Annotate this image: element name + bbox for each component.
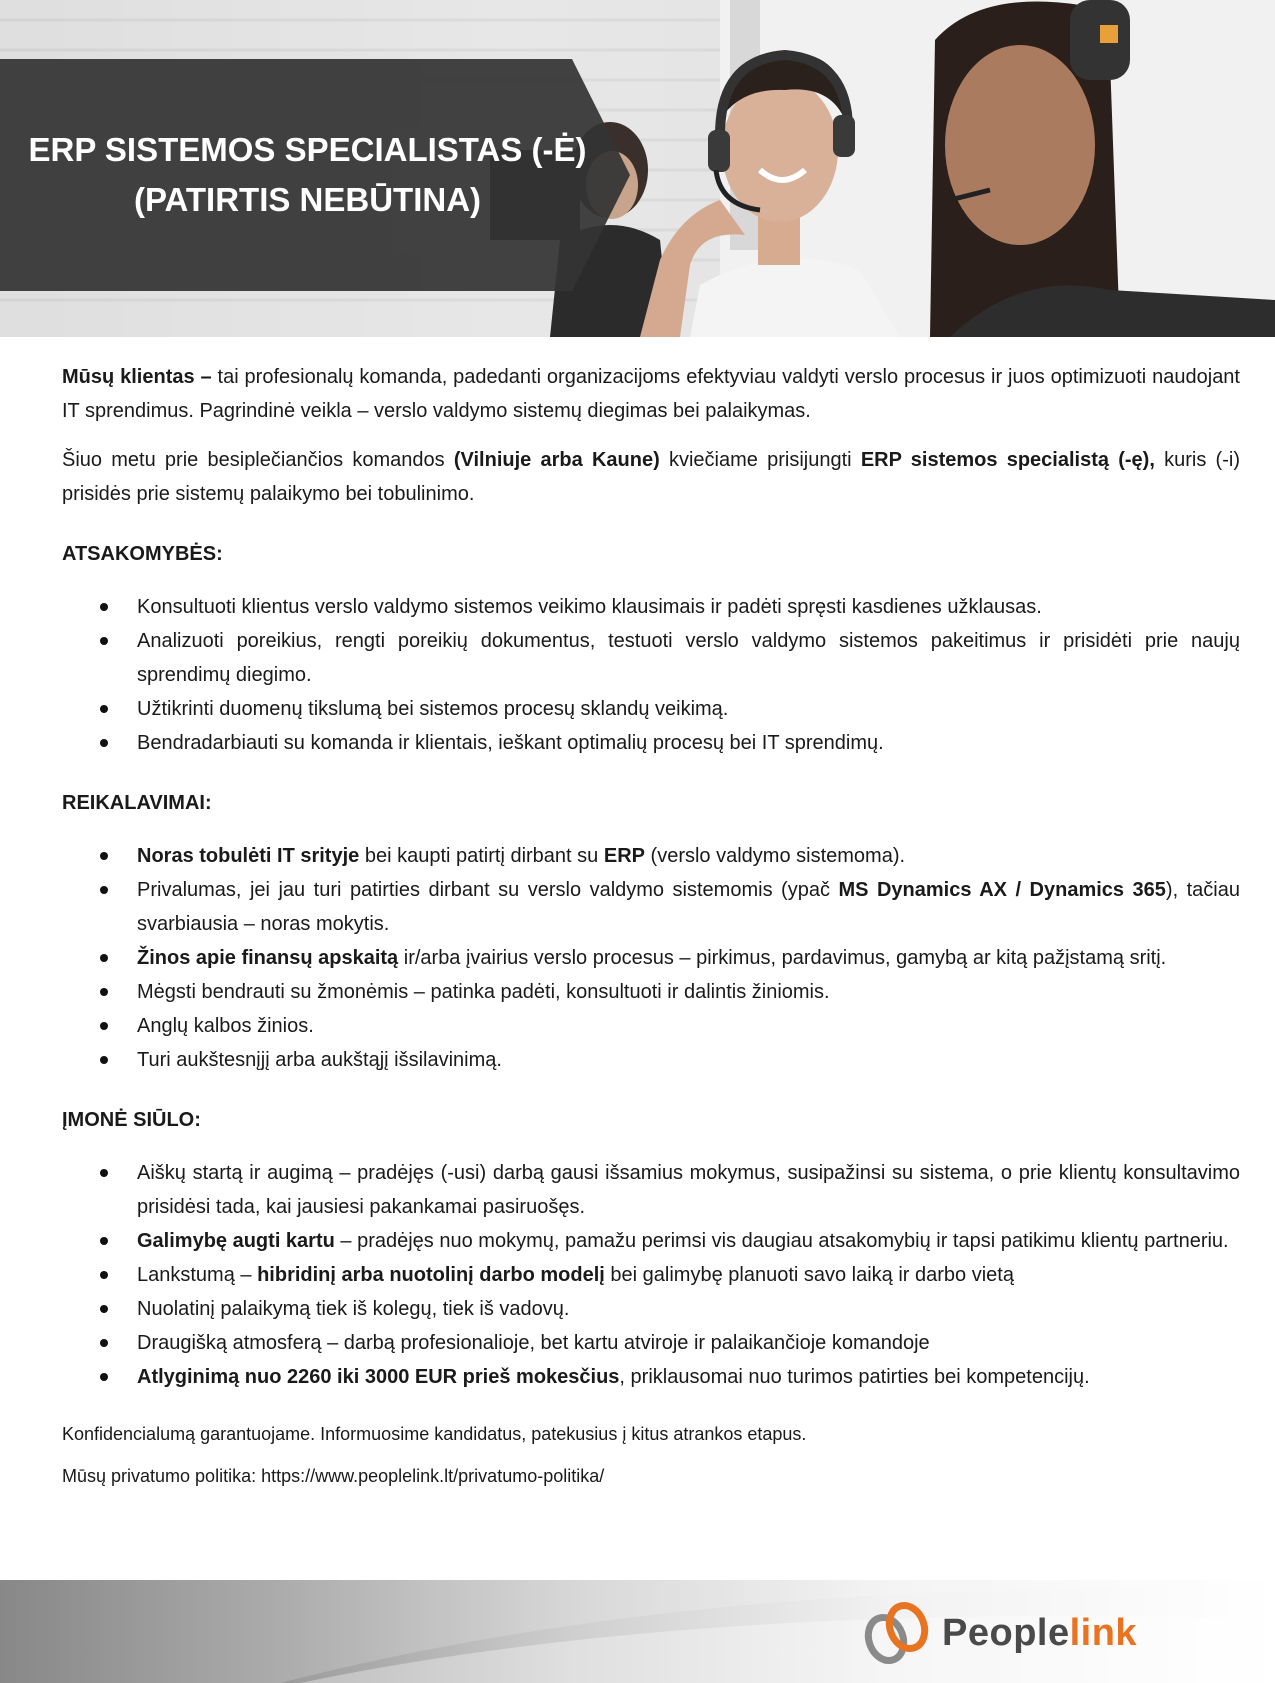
bold-text: (Vilniuje arba Kaune)	[453, 449, 660, 471]
text-run: ir/arba įvairius verslo procesus – pirkimus, pardavimus, gamybą ar kitą pažįstamą sritį.	[398, 947, 1167, 969]
bold-text: Mūsų klientas –	[62, 366, 212, 388]
text-run: bei kaupti patirtį dirbant su	[359, 845, 604, 867]
bullet-item	[62, 624, 1240, 692]
text-run: Lankstumą –	[137, 1264, 258, 1286]
bullet-item	[62, 1258, 1240, 1292]
text-run: ), tačiau svarbiausia – noras mokytis.	[137, 879, 1240, 935]
intro-paragraph-2	[62, 443, 1240, 511]
bullet-item	[62, 590, 1240, 624]
section-offer	[62, 1103, 1240, 1394]
bullet-item	[62, 1360, 1240, 1394]
bullet-item	[62, 1292, 1240, 1326]
job-title-line-2: (PATIRTIS NEBŪTINA)	[133, 181, 482, 218]
text-run: kviečiame prisijungti	[659, 449, 861, 471]
job-title	[0, 59, 615, 291]
section-heading: ATSAKOMYBĖS:	[62, 543, 223, 565]
bullet-item	[62, 941, 1240, 975]
bold-text: Atlyginimą nuo 2260 iki 3000 EUR prieš mokesčius	[137, 1366, 620, 1388]
logo-text-link: link	[1069, 1611, 1138, 1654]
bold-text: Galimybę augti kartu	[137, 1230, 335, 1252]
peoplelink-logo	[862, 1597, 1137, 1669]
bold-text: ERP	[603, 845, 645, 867]
text-run: Mėgsti bendrauti su žmonėmis – patinka padėti, konsultuoti ir dalintis žiniomis.	[137, 981, 830, 1003]
bold-text: hibridinį arba nuotolinį darbo modelį	[257, 1264, 605, 1286]
bold-text: Noras tobulėti IT srityje	[137, 845, 360, 867]
logo-text-people: People	[942, 1611, 1070, 1654]
bullet-item	[62, 1156, 1240, 1224]
text-run: Bendradarbiauti su komanda ir klientais, ieškant optimalių procesų bei IT sprendimų.	[137, 732, 884, 754]
bullet-item	[62, 692, 1240, 726]
text-run: Turi aukštesnįjį arba aukštąjį išsilavinimą.	[137, 1049, 502, 1071]
intro-paragraph-1	[62, 360, 1240, 428]
text-run: – pradėjęs nuo mokymų, pamažu perimsi vis daugiau atsakomybių ir tapsi patikimu klientų partneriu.	[334, 1230, 1229, 1252]
job-description	[62, 360, 1240, 1488]
peoplelink-logo-icon	[862, 1597, 932, 1669]
bold-text: ERP sistemos specialistą (-ę),	[860, 449, 1155, 471]
bullet-item	[62, 1009, 1240, 1043]
peoplelink-logo-text	[942, 1612, 1137, 1655]
bullet-item	[62, 1224, 1240, 1258]
confidentiality-note: Konfidencialumą garantuojame. Informuosime kandidatus, patekusius į kitus atrankos etapus.	[62, 1424, 807, 1444]
section-requirements	[62, 786, 1240, 1077]
bullet-item	[62, 726, 1240, 760]
bullet-list	[62, 839, 1240, 1077]
bold-text: Žinos apie finansų apskaitą	[137, 947, 399, 969]
text-run: Konsultuoti klientus verslo valdymo sistemos veikimo klausimais ir padėti spręsti kasdienes užklausas.	[137, 596, 1042, 618]
text-run: Užtikrinti duomenų tikslumą bei sistemos procesų sklandų veikimą.	[137, 698, 729, 720]
bullet-item	[62, 839, 1240, 873]
text-run: Draugišką atmosferą – darbą profesionalioje, bet kartu atviroje ir palaikančioje komandoje	[137, 1332, 930, 1354]
text-run: Anglų kalbos žinios.	[137, 1015, 314, 1037]
text-run: Aiškų startą ir augimą – pradėjęs (-usi) darbą gausi išsamius mokymus, susipažinsi su sistema, o prie klientų konsultavimo prisidėsi tada, kai jausiesi pakankamai pasiruošęs.	[137, 1162, 1240, 1218]
bullet-item	[62, 1326, 1240, 1360]
text-run: (verslo valdymo sistemoma).	[644, 845, 906, 867]
text-run: tai profesionalų komanda, padedanti organizacijoms efektyviau valdyti verslo procesus ir juos optimizuoti naudojant IT sprendimus. Pagrindinė veikla – verslo valdymo sistemų diegimas bei palaikymas.	[62, 366, 1240, 422]
text-run: Nuolatinį palaikymą tiek iš kolegų, tiek iš vadovų.	[137, 1298, 570, 1320]
text-run: bei galimybę planuoti savo laiką ir darbo vietą	[604, 1264, 1014, 1286]
section-heading: REIKALAVIMAI:	[62, 792, 212, 814]
bullet-list	[62, 1156, 1240, 1394]
bold-text: MS Dynamics AX / Dynamics 365	[838, 879, 1166, 901]
job-title-line-1: ERP SISTEMOS SPECIALISTAS (-Ė)	[28, 131, 587, 168]
text-run: , priklausomai nuo turimos patirties bei kompetencijų.	[619, 1366, 1090, 1388]
bullet-item	[62, 1043, 1240, 1077]
text-run: Analizuoti poreikius, rengti poreikių dokumentus, testuoti verslo valdymo sistemos pakeitimus ir prisidėti prie naujų sprendimų diegimo.	[137, 630, 1240, 686]
bullet-item	[62, 975, 1240, 1009]
bullet-item	[62, 873, 1240, 941]
section-heading: ĮMONĖ SIŪLO:	[62, 1109, 201, 1131]
text-run: kuris (-i) prisidės prie sistemų palaikymo bei tobulinimo.	[62, 449, 1240, 505]
text-run: Šiuo metu prie besiplečiančios komandos	[62, 449, 454, 471]
section-responsibilities	[62, 537, 1240, 760]
privacy-policy-note: Mūsų privatumo politika: https://www.peoplelink.lt/privatumo-politika/	[62, 1466, 605, 1486]
text-run: Privalumas, jei jau turi patirties dirbant su verslo valdymo sistemomis (ypač	[137, 879, 839, 901]
bullet-list	[62, 590, 1240, 760]
